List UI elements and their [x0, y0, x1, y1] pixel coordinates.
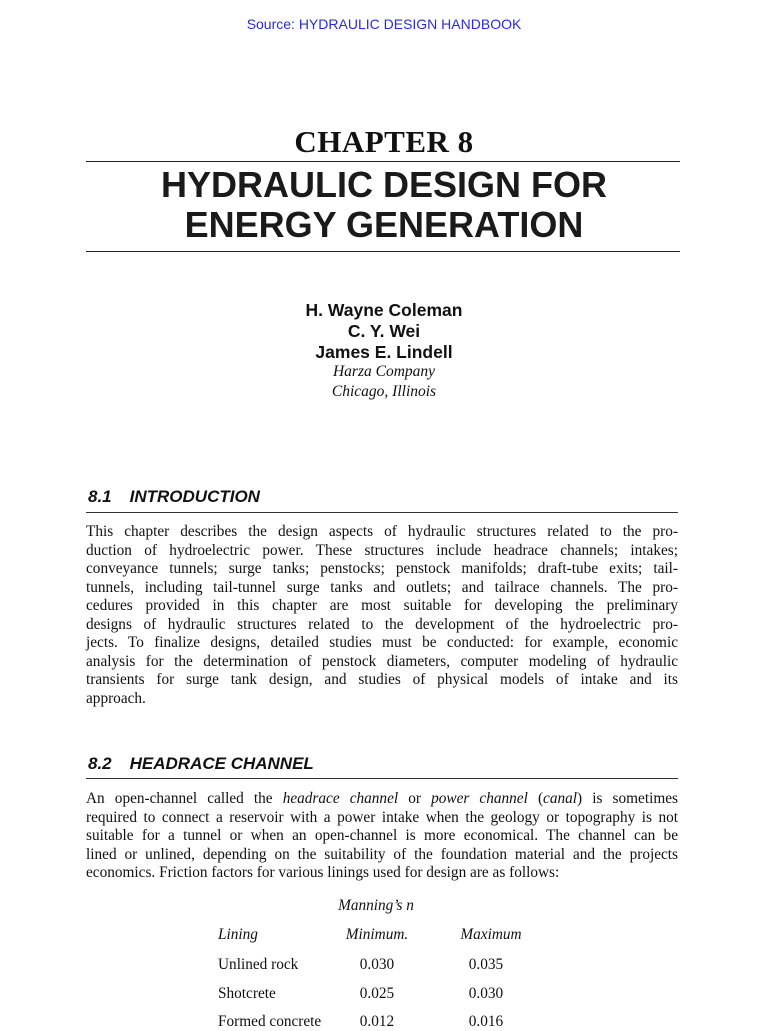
source-link[interactable]: Source: HYDRAULIC DESIGN HANDBOOK [246, 16, 522, 32]
paragraph-line: duction of hydroelectric power. These structures include headrace channels; intakes; [86, 541, 678, 559]
chapter-title-line1: HYDRAULIC DESIGN FOR [160, 164, 607, 205]
table-cell-maximum: 0.030 [468, 985, 504, 1002]
paragraph-line: designs of hydraulic structures related to the development of the hydroelectric pro- [86, 615, 678, 633]
paragraph-line: cedures provided in this chapter are most suitable for developing the preliminary [86, 597, 678, 614]
paragraph-line: jects. To finalize designs, detailed studies must be conducted: for example, economic [86, 634, 678, 651]
paragraph-line: analysis for the determination of penstock diameters, computer modeling of hydraulic [86, 652, 678, 670]
section-rule [86, 512, 678, 513]
introduction-paragraph [86, 523, 678, 708]
section-title: HEADRACE CHANNEL [129, 754, 314, 773]
title-bottom-rule [86, 251, 680, 252]
paragraph-line: transients for surge tank design, and studies of physical models of intake and its [86, 671, 678, 688]
paragraph-line: conveyance tunnels; surge tanks; penstocks; penstock manifolds; draft-tube exits; tail- [86, 560, 678, 577]
paragraph-line: economics. Friction factors for various linings used for design are as follows: [86, 864, 560, 881]
author-name: C. Y. Wei [347, 321, 421, 341]
chapter-title-line2: ENERGY GENERATION [184, 204, 584, 245]
paragraph-line: This chapter describes the design aspects of hydraulic structures related to the pro- [86, 523, 678, 540]
table-cell-lining: Formed concrete [218, 1013, 322, 1030]
author-name: James E. Lindell [315, 342, 453, 362]
table-group-header: Manning’s n [338, 897, 414, 914]
paragraph-line: suitable for a tunnel or when an open-channel is more economical. The channel can be [86, 827, 678, 844]
table-cell-minimum: 0.030 [359, 956, 395, 973]
section-rule [86, 778, 678, 779]
table-cell-maximum: 0.016 [468, 1013, 504, 1030]
section-title: INTRODUCTION [129, 487, 260, 506]
column-header-minimum: Minimum. [345, 926, 409, 943]
paragraph-line: required to connect a reservoir with a power intake when the geology or topography is not [86, 808, 678, 826]
section-number: 8.1 [88, 487, 112, 506]
table-cell-minimum: 0.012 [359, 1013, 395, 1030]
section-heading-introduction [88, 487, 260, 507]
paragraph-line: tunnels, including tail-tunnel surge tanks and outlets; and tailrace channels. The pro- [86, 578, 678, 596]
paragraph-line: An open-channel called the headrace channel or power channel (canal) is sometimes [86, 790, 678, 807]
table-cell-lining: Shotcrete [218, 985, 276, 1002]
affiliation-location: Chicago, Illinois [331, 383, 437, 400]
title-top-rule [86, 161, 680, 162]
paragraph-line: approach. [86, 689, 146, 707]
table-cell-minimum: 0.025 [359, 985, 395, 1002]
section-heading-headrace-channel [88, 754, 314, 774]
column-header-maximum: Maximum [460, 926, 522, 943]
table-cell-maximum: 0.035 [468, 956, 504, 973]
paragraph-line: lined or unlined, depending on the suitability of the foundation material and the projects [86, 845, 678, 863]
column-header-lining: Lining [218, 926, 258, 943]
chapter-title [0, 165, 768, 245]
chapter-label: CHAPTER 8 [294, 124, 474, 159]
headrace-paragraph [86, 790, 678, 883]
table-cell-lining: Unlined rock [218, 956, 299, 973]
author-name: H. Wayne Coleman [305, 300, 463, 320]
section-number: 8.2 [88, 754, 112, 773]
affiliation-company: Harza Company [332, 363, 436, 380]
